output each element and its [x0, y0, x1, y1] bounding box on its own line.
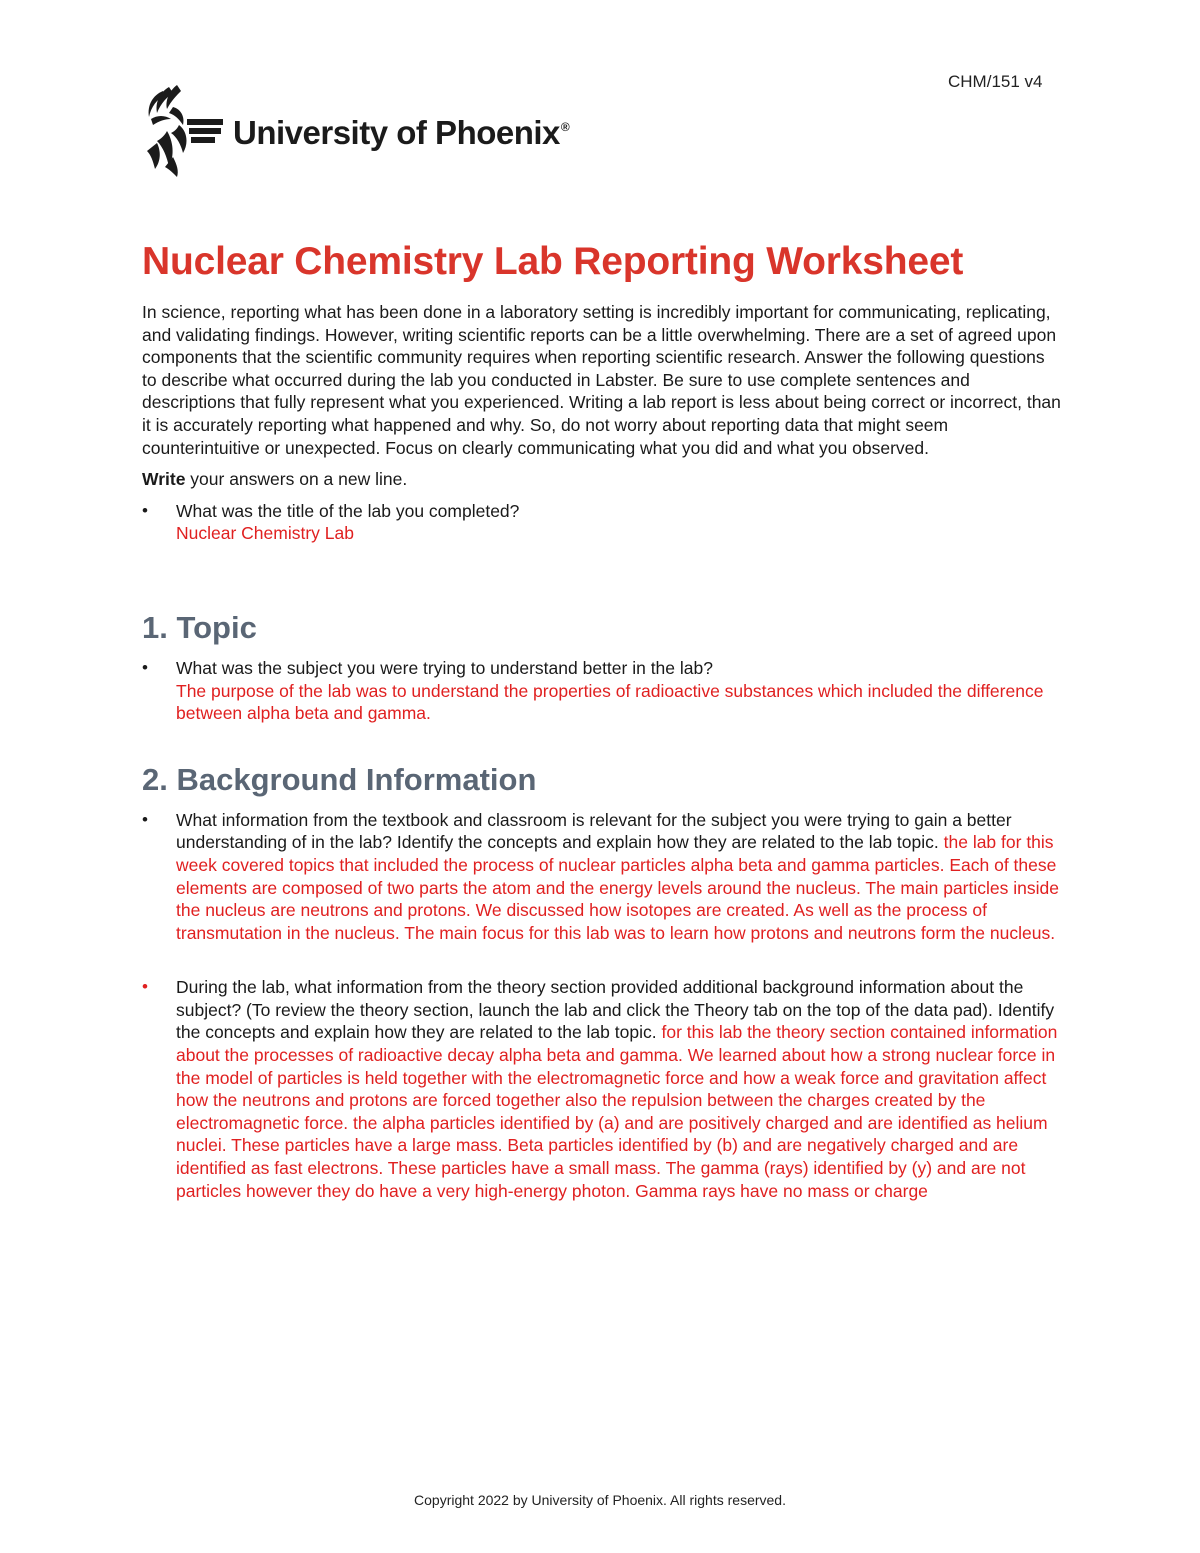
- intro-paragraph: In science, reporting what has been done in a laboratory setting is incredibly important for communicating, replicating, and validating findings. However, writing scientific reports can be a little overwhelming. There are a set of agreed upon components that the scientific community requires when reporting scientific research. Answer the following questions to describe what occurred during the lab you conducted in Labster. Be sure to use complete sentences and descriptions that fully represent what you experienced. Writing a lab report is less about being correct or incorrect, than it is accurately reporting what happened and why. So, do not worry about reporting data that might seem counterintuitive or unexpected. Focus on clearly communicating what you did and what you observed.: [142, 302, 1061, 458]
- question-answer-text: What information from the textbook and classroom is relevant for the subject you were trying to gain a better understanding of in the lab? Identify the concepts and explain how they are related to the lab topic. the lab for this week covered topics that included the process of nuclear particles alpha beta and gamma particles. Each of these elements are composed of two parts the atom and the energy levels around the nucleus. The main particles inside the nucleus are neutrons and protons. We discussed how isotopes are created. As well as the process of transmutation in the nucleus. The main focus for this lab was to learn how protons and neutrons form the nucleus.: [176, 809, 1059, 943]
- list-item: [142, 809, 1062, 945]
- list-item: [142, 500, 1062, 545]
- answer-text: The purpose of the lab was to understand the properties of radioactive substances which included the difference between alpha beta and gamma.: [176, 680, 1044, 724]
- section-heading-background: 2. Background Information: [142, 761, 537, 797]
- course-code: CHM/151 v4: [948, 72, 1043, 91]
- list-item: [142, 976, 1062, 1202]
- bullet-icon: •: [142, 977, 148, 997]
- bullet-icon: •: [142, 657, 148, 677]
- write-instruction: Write your answers on a new line.: [142, 469, 408, 490]
- question-text: What was the subject you were trying to understand better in the lab?: [176, 657, 713, 678]
- copyright-footer: Copyright 2022 by University of Phoenix. All rights reserved.: [414, 1492, 786, 1508]
- phoenix-bird-icon: [143, 85, 225, 177]
- question-text: What was the title of the lab you completed?: [176, 500, 520, 521]
- university-logo: [143, 85, 569, 177]
- logo-wordmark: University of Phoenix®: [233, 114, 570, 151]
- answer-text: Nuclear Chemistry Lab: [176, 523, 354, 544]
- page-title: Nuclear Chemistry Lab Reporting Worksheet: [142, 240, 964, 283]
- list-item: [142, 657, 1062, 725]
- bullet-icon: •: [142, 809, 148, 829]
- bullet-icon: •: [142, 500, 148, 520]
- section-heading-topic: 1. Topic: [142, 609, 257, 645]
- question-answer-text: During the lab, what information from the theory section provided additional background information about the subject? (To review the theory section, launch the lab and click the Theory tab on the top of the data pad). Identify the concepts and explain how they are related to the lab topic. for this lab the theory section contained information about the processes of radioactive decay alpha beta and gamma. We learned about how a strong nuclear force in the model of particles is held together with the electromagnetic force and how a weak force and gravitation affect how the neutrons and protons are forced together also the repulsion between the charges created by the electromagnetic force. the alpha particles identified by (a) and are positively charged and are identified as helium nuclei. These particles have a large mass. Beta particles identified by (b) and are negatively charged and are identified as fast electrons. These particles have a small mass. The gamma (rays) identified by (y) and are not particles however they do have a very high-energy photon. Gamma rays have no mass or charge: [176, 977, 1058, 1201]
- worksheet-body: [142, 238, 1062, 1202]
